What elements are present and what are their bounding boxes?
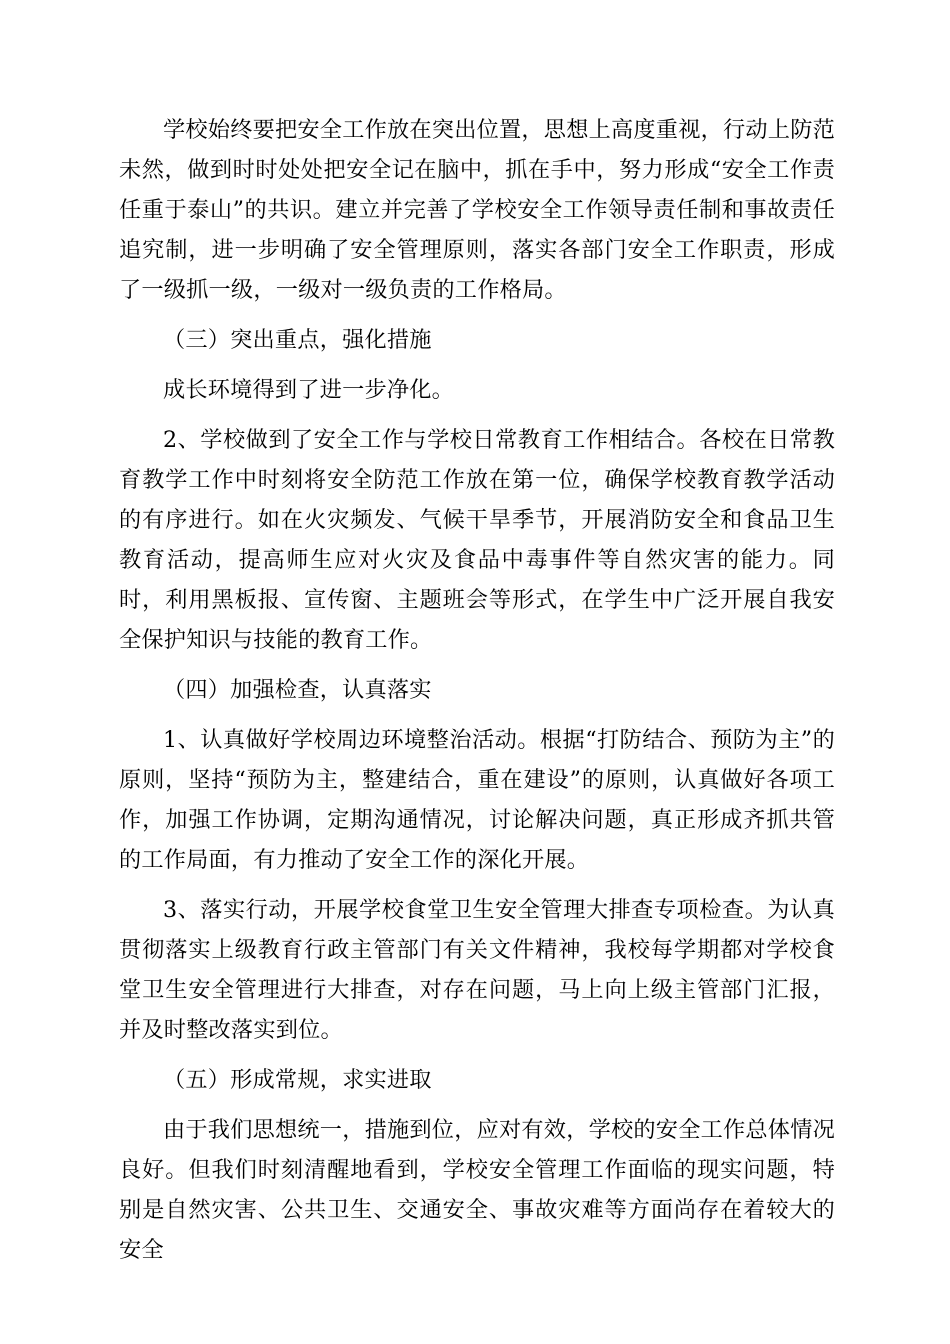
paragraph-summary: 由于我们思想统一，措施到位，应对有效，学校的安全工作总体情况良好。但我们时刻清醒地看到，学校安全管理工作面临的现实问题，特别是自然灾害、公共卫生、交通安全、事故灾难等方面尚存在着较大的安全 — [119, 1117, 835, 1263]
paragraph-item-3: 3、落实行动，开展学校食堂卫生安全管理大排查专项检查。为认真贯彻落实上级教育行政主管部门有关文件精神，我校每学期都对学校食堂卫生安全管理进行大排查，对存在问题，马上向上级主管部门汇报，并及时整改落实到位。 — [119, 897, 835, 1043]
section-heading-3: （三）突出重点，强化措施 — [163, 327, 432, 353]
document-body — [119, 110, 835, 1280]
paragraph-item-1: 1、认真做好学校周边环境整治活动。根据“打防结合、预防为主”的原则，坚持“预防为主，整建结合，重在建设”的原则，认真做好各项工作，加强工作协调，定期沟通情况，讨论解决问题，真正形成齐抓共管的工作局面，有力推动了安全工作的深化开展。 — [119, 727, 835, 873]
section-heading-4: （四）加强检查，认真落实 — [163, 677, 432, 703]
section-heading-5: （五）形成常规，求实进取 — [163, 1067, 432, 1093]
paragraph-safety-priority: 学校始终要把安全工作放在突出位置，思想上高度重视，行动上防范未然，做到时时处处把安全记在脑中，抓在手中，努力形成“安全工作责任重于泰山”的共识。建立并完善了学校安全工作领导责任制和事故责任追究制，进一步明确了安全管理原则，落实各部门安全工作职责，形成了一级抓一级，一级对一级负责的工作格局。 — [119, 117, 835, 303]
paragraph-environment: 成长环境得到了进一步净化。 — [163, 377, 455, 403]
paragraph-item-2: 2、学校做到了安全工作与学校日常教育工作相结合。各校在日常教育教学工作中时刻将安全防范工作放在第一位，确保学校教育教学活动的有序进行。如在火灾频发、气候干旱季节，开展消防安全和食品卫生教育活动，提高师生应对火灾及食品中毒事件等自然灾害的能力。同时，利用黑板报、宣传窗、主题班会等形式，在学生中广泛开展自我安全保护知识与技能的教育工作。 — [119, 427, 835, 653]
